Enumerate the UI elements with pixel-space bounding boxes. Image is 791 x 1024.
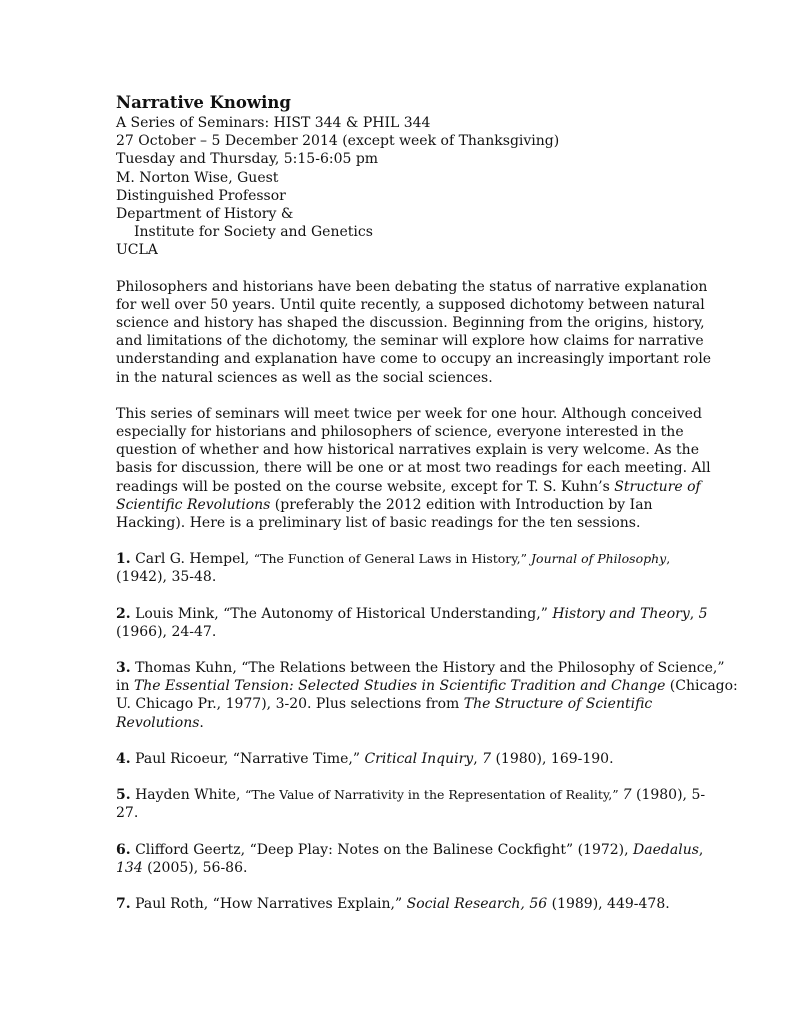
reading-volume: 7 xyxy=(622,787,632,804)
punctuation: , xyxy=(698,841,704,858)
reading-author: Carl G. Hempel, xyxy=(130,551,254,568)
paragraph-line: especially for historians and philosophers of science, everyone interested in the xyxy=(116,424,684,441)
schedule-line: Tuesday and Thursday, 5:15-6:05 pm xyxy=(116,151,379,168)
paragraph-line xyxy=(116,478,701,496)
reading-journal: History and Theory xyxy=(552,605,690,622)
reading-citation: Paul Ricoeur, “Narrative Time,” xyxy=(130,750,365,767)
text-span: (preferably the 2012 edition with Introduction by Ian xyxy=(270,496,653,513)
reading-number: 3. xyxy=(116,660,131,677)
reading-number: 7. xyxy=(116,895,131,912)
book-title: Revolutions xyxy=(116,714,200,731)
reading-item-7 xyxy=(116,895,674,913)
punctuation: , xyxy=(473,750,483,767)
reading-journal: Social Research, 56 xyxy=(406,895,548,912)
paragraph-line: and limitations of the dichotomy, the seminar will explore how claims for narrative xyxy=(116,333,704,350)
reading-citation: Clifford Geertz, “Deep Play: Notes on the Balinese Cockfight” (1972), xyxy=(130,841,634,858)
paragraph-line: This series of seminars will meet twice per week for one hour. Although conceived xyxy=(116,405,702,422)
paragraph-line: science and history has shaped the discussion. Beginning from the origins, history, xyxy=(116,315,705,332)
dates-line: 27 October – 5 December 2014 (except week of Thanksgiving) xyxy=(116,133,560,150)
title-line: Distinguished Professor xyxy=(116,187,286,204)
reading-number: 4. xyxy=(116,750,131,767)
reading-line: (1966), 24-47. xyxy=(116,623,217,640)
reading-item-2 xyxy=(116,605,708,641)
text-span: readings will be posted on the course website, except for T. S. Kuhn’s xyxy=(116,478,615,495)
reading-journal: Journal of Philosophy xyxy=(531,551,667,567)
punctuation: , xyxy=(666,551,671,567)
book-title: The Essential Tension: Selected Studies in Scientific Tradition and Change xyxy=(133,678,666,695)
reading-line xyxy=(116,677,738,695)
reading-title: “The Value of Narrativity in the Representation of Reality,” xyxy=(244,787,623,803)
reading-citation: Thomas Kuhn, “The Relations between the History and the Philosophy of Science,” xyxy=(130,660,725,677)
document-body xyxy=(116,93,738,913)
paragraph-line: Philosophers and historians have been debating the status of narrative explanation xyxy=(116,278,708,295)
reading-line xyxy=(116,605,708,623)
paragraph-line: question of whether and how historical narratives explain is very welcome. As the xyxy=(116,442,699,459)
reading-number: 5. xyxy=(116,787,131,804)
text-span: (1980), 169-190. xyxy=(491,750,614,767)
paragraph-line: for well over 50 years. Until quite recently, a supposed dichotomy between natural xyxy=(116,296,705,313)
reading-journal: Critical Inquiry xyxy=(364,750,474,767)
reading-title: “The Function of General Laws in History,” xyxy=(253,551,532,567)
reading-volume: 7 xyxy=(482,750,492,767)
reading-line xyxy=(116,895,674,913)
paragraph-line: basis for discussion, there will be one or at most two readings for each meeting. All xyxy=(116,460,711,477)
text-span: U. Chicago Pr., 1977), 3-20. Plus selections from xyxy=(116,696,464,713)
punctuation: . xyxy=(199,714,204,731)
reading-line: 27. xyxy=(116,805,139,822)
reading-line xyxy=(116,786,706,804)
paragraph-line xyxy=(116,496,674,514)
text-span: (2005), 56-86. xyxy=(142,859,248,876)
book-title: Scientific Revolutions xyxy=(116,496,271,513)
department-line: Department of History & xyxy=(116,206,294,223)
intro-paragraph xyxy=(116,278,712,387)
punctuation: , xyxy=(689,605,699,622)
reading-line xyxy=(116,750,674,768)
text-span: (Chicago: xyxy=(665,678,738,695)
reading-citation: Louis Mink, “The Autonomy of Historical Understanding,” xyxy=(130,605,553,622)
instructor-line: M. Norton Wise, Guest xyxy=(116,169,279,186)
document-title: Narrative Knowing xyxy=(116,93,291,112)
reading-item-6 xyxy=(116,841,704,877)
reading-number: 2. xyxy=(116,605,131,622)
text-span: in xyxy=(116,678,134,695)
university-line: UCLA xyxy=(116,242,158,259)
book-title: Structure of xyxy=(614,478,701,495)
reading-item-5 xyxy=(116,786,706,822)
institute-line: Institute for Society and Genetics xyxy=(134,224,373,241)
reading-line xyxy=(116,659,725,677)
reading-volume: 134 xyxy=(116,859,143,876)
reading-line xyxy=(116,714,674,732)
reading-line xyxy=(116,841,704,859)
reading-item-1 xyxy=(116,550,674,586)
paragraph-line: in the natural sciences as well as the social sciences. xyxy=(116,369,493,386)
reading-journal: Daedalus xyxy=(633,841,699,858)
course-line: A Series of Seminars: HIST 344 & PHIL 344 xyxy=(116,115,431,131)
reading-line: (1942), 35-48. xyxy=(116,569,217,586)
reading-number: 6. xyxy=(116,841,131,858)
text-span: (1989), 449-478. xyxy=(547,895,670,912)
reading-line xyxy=(116,695,674,713)
reading-item-4 xyxy=(116,750,674,768)
book-title: The Structure of Scientific xyxy=(463,696,653,713)
paragraph-line: understanding and explanation have come to occupy an increasingly important role xyxy=(116,351,712,368)
reading-author: Hayden White, xyxy=(130,787,245,804)
reading-volume: 5 xyxy=(698,605,708,622)
reading-number: 1. xyxy=(116,551,131,568)
reading-item-3 xyxy=(116,659,738,732)
reading-line xyxy=(116,550,674,568)
paragraph-line: Hacking). Here is a preliminary list of basic readings for the ten sessions. xyxy=(116,515,641,532)
reading-line xyxy=(116,859,674,877)
course-info xyxy=(116,114,674,260)
text-span: (1980), 5- xyxy=(631,787,706,804)
reading-citation: Paul Roth, “How Narratives Explain,” xyxy=(130,895,407,912)
seminar-description-paragraph xyxy=(116,405,711,532)
